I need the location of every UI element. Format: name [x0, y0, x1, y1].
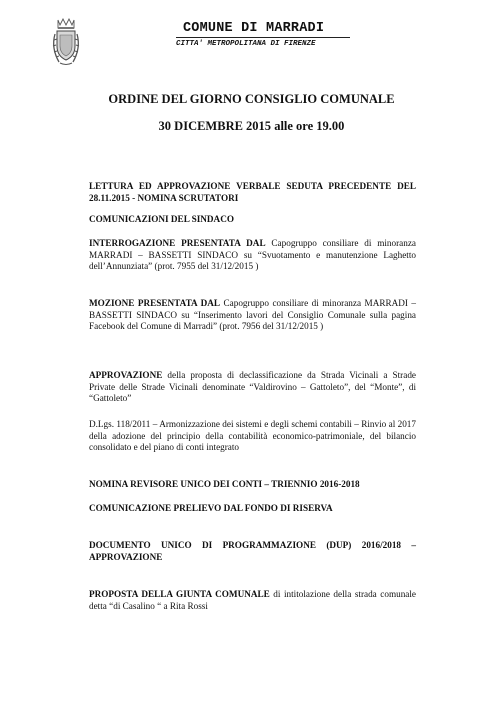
municipality-name: COMUNE DI MARRADI: [183, 21, 325, 36]
agenda-item-body: della proposta di declassificazione da Strada Vicinali a Strade Private delle Strade Vicinali denominate “Valdirovino – Gattoleto”, del “Monte”, di “Gattoleto”: [89, 370, 416, 403]
agenda-item-lead: NOMINA REVISORE UNICO DEI CONTI – TRIENNIO 2016-2018: [89, 479, 360, 489]
agenda-item: [89, 479, 416, 491]
meeting-time: alle ore 19.00: [274, 119, 345, 133]
meeting-date: 30 DICEMBRE 2015: [158, 119, 272, 133]
agenda-item: [89, 589, 416, 612]
agenda-item: [89, 503, 416, 515]
agenda-item-body: Capogruppo consiliare di minoranza MARRADI – BASSETTI SINDACO su “Inserimento lavori del Consiglio Comunale sulla pagina Facebook del Comune di Marradi” (prot. 7956 del 31/12/2015 ): [89, 298, 417, 331]
coat-of-arms-icon: [50, 16, 82, 68]
municipality-subtitle: CITTA' METROPOLITANA DI FIRENZE: [176, 40, 316, 48]
agenda-item-body: Capogruppo consiliare di minoranza MARRADI – BASSETTI SINDACO su “Svuotamento e manutenzione Laghetto dell’Annunziata” (prot. 7955 del 31/12/2015 ): [89, 238, 416, 271]
agenda-item: [89, 214, 416, 226]
agenda-item-lead: DOCUMENTO UNICO DI PROGRAMMAZIONE (DUP) 2016/2018 – APPROVAZIONE: [89, 540, 416, 562]
header-divider: [176, 37, 350, 38]
agenda-item-lead: PROPOSTA DELLA GIUNTA COMUNALE: [89, 589, 270, 599]
agenda-item-lead: INTERROGAZIONE PRESENTATA DAL: [89, 238, 266, 248]
agenda-item: [89, 540, 416, 563]
agenda-item-lead: LETTURA ED APPROVAZIONE VERBALE SEDUTA PRECEDENTE DEL 28.11.2015 - NOMINA SCRUTATORI: [89, 181, 416, 203]
agenda-item: [89, 419, 416, 454]
agenda-item-lead: COMUNICAZIONI DEL SINDACO: [89, 214, 234, 224]
agenda-item-lead: COMUNICAZIONE PRELIEVO DAL FONDO DI RISERVA: [89, 503, 333, 513]
agenda-item-body: D.Lgs. 118/2011 – Armonizzazione dei sistemi e degli schemi contabili – Rinvio al 2017 della adozione del principio della contabilità economico-patrimoniale, del bilancio consolidato e del piano di conti integrato: [89, 419, 416, 452]
agenda-item: [89, 181, 416, 204]
agenda-item: [89, 298, 416, 333]
agenda-item-lead: MOZIONE PRESENTATA DAL: [89, 298, 221, 308]
meeting-datetime: [0, 119, 503, 134]
agenda-item: [89, 370, 416, 405]
agenda-item-body: di intitolazione della strada comunale detta “di Casalino “ a Rita Rossi: [89, 589, 416, 611]
agenda-item: [89, 238, 416, 273]
agenda-title: ORDINE DEL GIORNO CONSIGLIO COMUNALE: [108, 92, 395, 106]
agenda-item-lead: APPROVAZIONE: [89, 370, 163, 380]
